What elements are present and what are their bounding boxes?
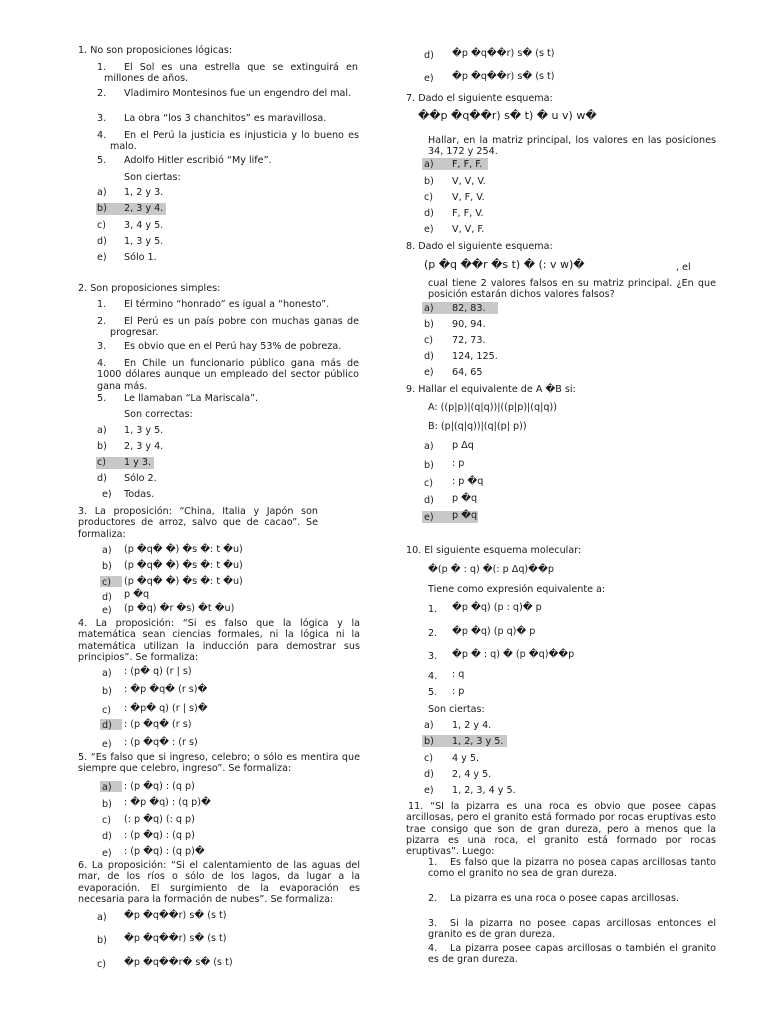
q11-item-num: 4.: [428, 943, 438, 954]
q1-lead: Son ciertas:: [124, 172, 181, 183]
q1-option-b[interactable]: 2, 3 y 4.: [124, 203, 164, 214]
q2-option-d[interactable]: Sólo 2.: [124, 473, 157, 484]
q10-option-c-label: c): [424, 753, 434, 764]
q2-option-b[interactable]: 2, 3 y 4.: [124, 441, 164, 452]
q8-option-e-label: e): [424, 367, 434, 378]
q10-item-text: : p: [452, 686, 465, 697]
q2-item-text: Le llamaban “La Mariscala”.: [124, 393, 259, 404]
q7-option-c[interactable]: V, F, V.: [452, 192, 485, 203]
q10-title: 10. El siguiente esquema molecular:: [406, 545, 582, 556]
q1-option-d-label: d): [97, 236, 107, 247]
q6-option-e[interactable]: �p �q��r) s� (s t): [452, 71, 555, 82]
q10-item-text: �p �q) (p q)� p: [452, 626, 536, 637]
q7-text: Hallar, en la matriz principal, los valores en las posiciones 34, 172 y 254.: [428, 135, 716, 158]
q2-lead: Son correctas:: [124, 409, 193, 420]
q11-item-text: La pizarra posee capas arcillosas o también el granito es de gran dureza.: [428, 943, 716, 966]
q5-option-c-label: c): [102, 815, 112, 826]
q6-option-e-label: e): [424, 73, 434, 84]
q7-option-e[interactable]: V, V, F.: [452, 224, 485, 235]
q10-option-e[interactable]: 1, 2, 3, 4 y 5.: [452, 785, 516, 796]
q1-item-num: 1.: [97, 62, 107, 73]
q1-option-e-label: e): [97, 252, 107, 263]
q10-item-num: 4.: [428, 671, 438, 682]
q7-option-d-label: d): [424, 208, 434, 219]
q1-item-text: En el Perú la justicia es injusticia y lo bueno es malo.: [110, 130, 359, 153]
q10-item-text: �p �q) (p : q)� p: [452, 602, 542, 613]
q4-option-a[interactable]: : (p� q) (r | s): [124, 666, 192, 677]
q2-item-num: 5.: [97, 393, 107, 404]
q10-option-a-label: a): [424, 720, 434, 731]
q4-option-e-label: e): [102, 739, 112, 750]
q1-item-num: 4.: [97, 130, 107, 141]
q8-option-a-label: a): [424, 303, 434, 314]
q1-title: 1. No son proposiciones lógicas:: [78, 45, 233, 56]
q7-formula: ��p �q��r) s� t) � u v) w�: [418, 109, 597, 122]
q6-option-b-label: b): [97, 935, 107, 946]
q3-option-a[interactable]: (p �q� �) �s �: t �u): [124, 544, 243, 555]
q9-option-c-label: c): [424, 478, 434, 489]
q7-title: 7. Dado el siguiente esquema:: [406, 93, 553, 104]
q7-option-b[interactable]: V, V, V.: [452, 176, 486, 187]
q7-option-a-label: a): [424, 159, 434, 170]
q1-option-a[interactable]: 1, 2 y 3.: [124, 187, 164, 198]
q9-a-definition: A: ((p|p)|(q|q))|((p|p)|(q|q)): [428, 402, 557, 413]
q6-option-c-label: c): [97, 959, 107, 970]
q8-formula: (p �q ��r �s t) � (: v w)�: [424, 258, 585, 271]
q8-option-d[interactable]: 124, 125.: [452, 351, 498, 362]
q1-item-text: El Sol es una estrella que se extinguirá en millones de años.: [104, 62, 358, 85]
q7-option-b-label: b): [424, 176, 434, 187]
q5-option-b[interactable]: : �p �q) : (q p)�: [124, 797, 211, 808]
q2-option-d-label: d): [97, 473, 107, 484]
q4-option-b-label: b): [102, 686, 112, 697]
q6-option-a-label: a): [97, 912, 107, 923]
q4-option-d[interactable]: : (p �q� (r s): [124, 719, 192, 730]
q11-item-text: Si la pizarra no posee capas arcillosas entonces el granito es de gran dureza.: [428, 918, 716, 941]
q2-option-a[interactable]: 1, 3 y 5.: [124, 425, 164, 436]
q8-option-e[interactable]: 64, 65: [452, 367, 483, 378]
q2-option-a-label: a): [97, 425, 107, 436]
q5-option-b-label: b): [102, 799, 112, 810]
q6-option-c[interactable]: �p �q��r� s� (s t): [124, 957, 233, 968]
q9-option-e[interactable]: p �q: [452, 510, 478, 521]
q4-option-b[interactable]: : �p �q� (r s)�: [124, 684, 208, 695]
q8-option-b-label: b): [424, 319, 434, 330]
q2-option-c-label: c): [97, 457, 107, 468]
q7-option-c-label: c): [424, 192, 434, 203]
q11-title: 11. “SI la pizarra es una roca es obvio que posee capas arcillosas, pero el granito está formado por rocas eruptivas esto trae consigo que son de gran dureza, pero a menos que la pizarra es una roca, el granito está formado por rocas eruptivas”. Luego:: [406, 801, 716, 858]
q2-item-text: En Chile un funcionario público gana más de 1000 dólares aunque un empleado del sector público gana más.: [97, 358, 359, 392]
q10-lead-2: Son ciertas:: [428, 704, 485, 715]
q6-option-d-label: d): [424, 50, 434, 61]
q5-title: 5. “Es falso que si ingreso, celebro; o sólo es mentira que siempre que celebro, ingreso”. Se formaliza:: [78, 752, 360, 775]
q2-item-num: 2.: [97, 316, 107, 327]
q3-option-c[interactable]: (p �q� �) �s �: t �u): [124, 576, 243, 587]
q5-option-e-label: e): [102, 848, 112, 859]
q10-option-c[interactable]: 4 y 5.: [452, 753, 480, 764]
q5-option-e[interactable]: : (p �q) : (q p)�: [124, 846, 205, 857]
q5-option-a-label: a): [102, 782, 112, 793]
q1-item-text: Vladimiro Montesinos fue un engendro del mal.: [124, 88, 352, 99]
q8-option-c[interactable]: 72, 73.: [452, 335, 486, 346]
q8-title: 8. Dado el siguiente esquema:: [406, 241, 553, 252]
q9-option-a-label: a): [424, 441, 434, 452]
q4-option-a-label: a): [102, 668, 112, 679]
q10-item-num: 3.: [428, 651, 438, 662]
q10-item-text: : q: [452, 669, 465, 680]
q2-option-e[interactable]: Todas.: [124, 489, 155, 500]
q1-option-c[interactable]: 3, 4 y 5.: [124, 220, 164, 231]
q9-option-c[interactable]: : p �q: [452, 476, 484, 487]
q3-option-d[interactable]: p �q: [124, 589, 150, 600]
q3-title: 3. La proposición: “China, Italia y Japón son productores de arroz, salvo que de cacao”. Se formaliza:: [78, 506, 318, 540]
q4-option-d-label: d): [102, 720, 112, 731]
q1-option-c-label: c): [97, 220, 107, 231]
q3-option-b[interactable]: (p �q� �) �s �: t �u): [124, 560, 243, 571]
q5-option-d[interactable]: : (p �q) : (q p): [124, 830, 195, 841]
q4-option-c[interactable]: : �p� q) (r | s)�: [124, 703, 208, 714]
q10-item-text: �p � : q) � (p �q)��p: [452, 649, 575, 660]
q6-option-b[interactable]: �p �q��r) s� (s t): [124, 933, 227, 944]
q10-option-b-label: b): [424, 736, 434, 747]
q2-option-e-label: e): [102, 489, 112, 500]
q1-item-num: 5.: [97, 155, 107, 166]
q2-item-text: Es obvio que en el Perú hay 53% de pobreza.: [124, 341, 342, 352]
q11-item-num: 2.: [428, 893, 438, 904]
q5-option-d-label: d): [102, 831, 112, 842]
q8-option-b[interactable]: 90, 94.: [452, 319, 486, 330]
q7-option-a[interactable]: F, F, F.: [452, 159, 483, 170]
q3-option-e[interactable]: (p �q) �r �s) �t �u): [124, 603, 235, 614]
q9-title: 9. Hallar el equivalente de A �B si:: [406, 384, 576, 395]
q10-lead: Tiene como expresión equivalente a:: [428, 584, 606, 595]
q8-formula-tail: , el: [676, 262, 691, 273]
q10-option-b[interactable]: 1, 2, 3 y 5.: [452, 736, 504, 747]
q11-item-text: La pizarra es una roca o posee capas arcillosas.: [450, 893, 680, 904]
q1-option-d[interactable]: 1, 3 y 5.: [124, 236, 164, 247]
q4-title: 4. La proposición: “Si es falso que la lógica y la matemática sean ciencias formales, ni la lógica ni la matemática utilizan la inducción para demostrar sus principios”. Se formaliza:: [78, 618, 360, 663]
q10-item-num: 2.: [428, 628, 438, 639]
q6-title: 6. La proposición: “Si el calentamiento de las aguas del mar, de los ríos o sólo de los lagos, da lugar a la evaporación. El surgimiento de la evaporación es necesaria para la formación de nubes”. Se formaliza:: [78, 860, 360, 905]
q9-option-a[interactable]: p Δq: [452, 440, 474, 451]
q2-item-num: 3.: [97, 341, 107, 352]
q8-text: cual tiene 2 valores falsos en su matriz principal. ¿En que posición estarán dichos valores falsos?: [428, 278, 716, 301]
q6-option-d[interactable]: �p �q��r) s� (s t): [452, 48, 555, 59]
q9-option-d[interactable]: p �q: [452, 493, 478, 504]
q9-b-definition: B: (p|(q|q))|(q|(p| p)): [428, 421, 527, 432]
q2-item-num: 4.: [97, 358, 107, 369]
q1-item-num: 3.: [97, 113, 107, 124]
q5-option-a[interactable]: : (p �q) : (q p): [124, 781, 195, 792]
q11-item-text: Es falso que la pizarra no posea capas arcillosas tanto como el granito no sea de gran dureza.: [428, 857, 716, 880]
q1-item-num: 2.: [97, 88, 107, 99]
q3-option-c-label: c): [102, 577, 112, 588]
q10-formula: �(p � : q) �(: p Δq)��p: [428, 564, 554, 575]
q1-option-a-label: a): [97, 187, 107, 198]
q1-option-e[interactable]: Sólo 1.: [124, 252, 157, 263]
q9-option-d-label: d): [424, 495, 434, 506]
q4-option-e[interactable]: : (p �q� : (r s): [124, 737, 198, 748]
q10-option-d-label: d): [424, 769, 434, 780]
q2-title: 2. Son proposiciones simples:: [78, 283, 221, 294]
q2-item-num: 1.: [97, 299, 107, 310]
q2-item-text: El Perú es un país pobre con muchas ganas de progresar.: [110, 316, 359, 339]
q3-option-b-label: b): [102, 561, 112, 572]
q5-option-c[interactable]: (: p �q) (: q p): [124, 814, 195, 825]
q1-item-text: La obra “los 3 chanchitos” es maravillosa.: [124, 113, 327, 124]
q2-option-b-label: b): [97, 441, 107, 452]
q8-option-c-label: c): [424, 335, 434, 346]
q10-option-d[interactable]: 2, 4 y 5.: [452, 769, 492, 780]
q1-option-b-label: b): [97, 203, 107, 214]
q8-option-d-label: d): [424, 351, 434, 362]
q6-option-a[interactable]: �p �q��r) s� (s t): [124, 910, 227, 921]
q4-option-c-label: c): [102, 705, 112, 716]
q11-item-num: 1.: [428, 857, 438, 868]
q3-option-a-label: a): [102, 545, 112, 556]
q3-option-d-label: d): [102, 592, 112, 603]
q7-option-d[interactable]: F, F, V.: [452, 208, 484, 219]
q10-option-a[interactable]: 1, 2 y 4.: [452, 720, 492, 731]
q3-option-e-label: e): [102, 605, 112, 616]
q7-option-e-label: e): [424, 224, 434, 235]
q2-option-c[interactable]: 1 y 3.: [124, 457, 152, 468]
q2-item-text: El término “honrado” es igual a “honesto”.: [124, 299, 330, 310]
q11-item-num: 3.: [428, 918, 438, 929]
q9-option-e-label: e): [424, 512, 434, 523]
q9-option-b[interactable]: : p: [452, 458, 465, 469]
q8-option-a[interactable]: 82, 83.: [452, 303, 486, 314]
q10-item-num: 5.: [428, 687, 438, 698]
q10-option-e-label: e): [424, 785, 434, 796]
q9-option-b-label: b): [424, 460, 434, 471]
q1-item-text: Adolfo Hitler escribió “My life”.: [124, 155, 272, 166]
q10-item-num: 1.: [428, 604, 438, 615]
